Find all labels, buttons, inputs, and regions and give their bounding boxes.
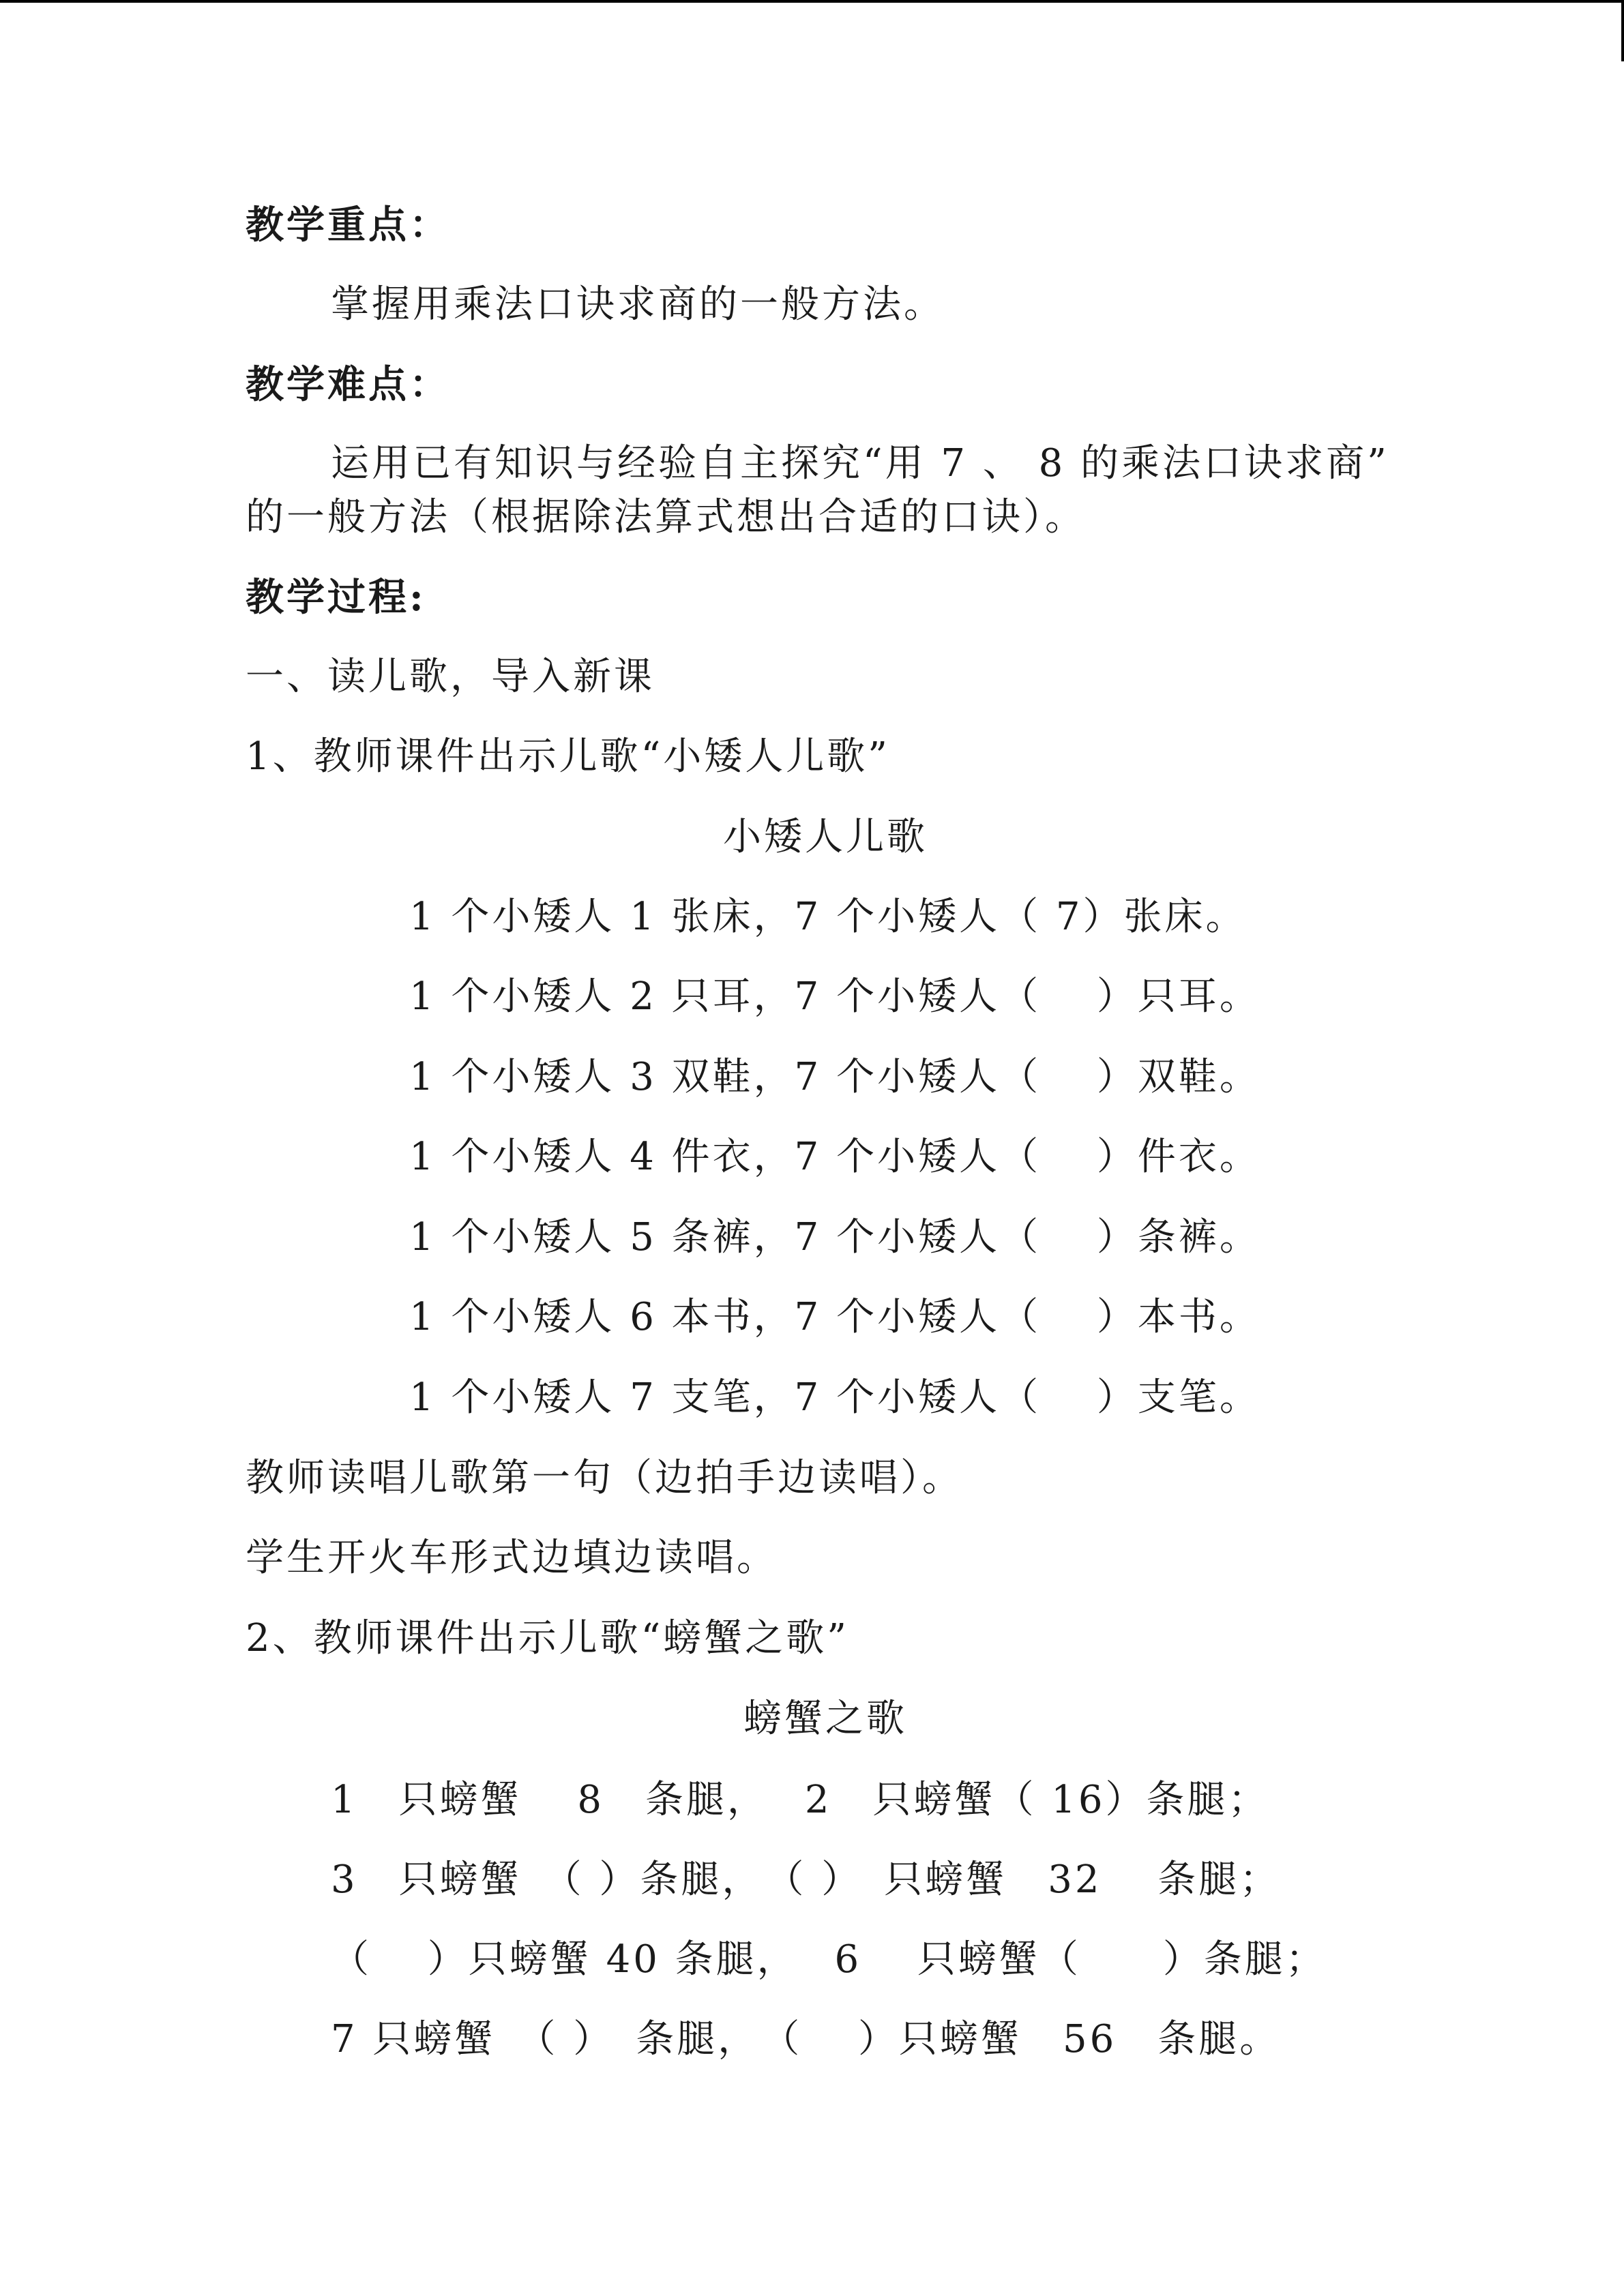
song2-title: 螃蟹之歌 xyxy=(743,1697,907,1741)
key-point-heading: 教学重点： xyxy=(246,203,450,248)
song1-line: 1 个小矮人 5 条裤，7 个小矮人（ ）条裤。 xyxy=(409,1215,1260,1259)
step-one-text: 1、教师课件出示儿歌“小矮人儿歌” xyxy=(246,734,890,779)
student-note: 学生开火车形式边填边读唱。 xyxy=(246,1536,778,1580)
section-one-title: 一、读儿歌，导入新课 xyxy=(246,655,655,699)
difficulty-heading: 教学难点： xyxy=(246,362,450,407)
step-two-text: 2、教师课件出示儿歌“螃蟹之歌” xyxy=(246,1616,849,1660)
key-point-text: 掌握用乘法口诀求商的一般方法。 xyxy=(331,282,945,327)
process-heading: 教学过程: xyxy=(246,575,426,620)
page-top-border xyxy=(0,0,1624,3)
song1-line: 1 个小矮人 1 张床，7 个小矮人（ 7）张床。 xyxy=(409,895,1247,939)
teacher-note: 教师读唱儿歌第一句（边拍手边读唱）。 xyxy=(246,1456,963,1500)
difficulty-text-line1: 运用已有知识与经验自主探究“用 7 、 8 的乘法口诀求商” xyxy=(331,441,1389,486)
song1-title: 小矮人儿歌 xyxy=(723,815,928,859)
song1-line: 1 个小矮人 3 双鞋，7 个小矮人（ ）双鞋。 xyxy=(409,1055,1260,1099)
page-corner-mark xyxy=(1621,0,1624,61)
song2-line: （ ）只螃蟹 40 条腿， 6 只螃蟹（ ）条腿； xyxy=(331,1937,1327,1982)
song1-line: 1 个小矮人 2 只耳，7 个小矮人（ ）只耳。 xyxy=(409,974,1260,1019)
song1-line: 1 个小矮人 7 支笔，7 个小矮人（ ）支笔。 xyxy=(409,1375,1260,1420)
song1-line: 1 个小矮人 6 本书，7 个小矮人（ ）本书。 xyxy=(409,1295,1260,1339)
song2-line: 3 只螃蟹 （ ）条腿， （ ） 只螃蟹 32 条腿； xyxy=(331,1858,1281,1902)
song1-line: 1 个小矮人 4 件衣，7 个小矮人（ ）件衣。 xyxy=(409,1135,1260,1179)
song2-line: 1 只螃蟹 8 条腿， 2 只螃蟹（ 16）条腿； xyxy=(331,1778,1269,1822)
song2-line: 7 只螃蟹 （ ） 条腿， （ ）只螃蟹 56 条腿。 xyxy=(331,2017,1281,2061)
difficulty-text-line2: 的一般方法（根据除法算式想出合适的口诀）。 xyxy=(246,495,1086,539)
